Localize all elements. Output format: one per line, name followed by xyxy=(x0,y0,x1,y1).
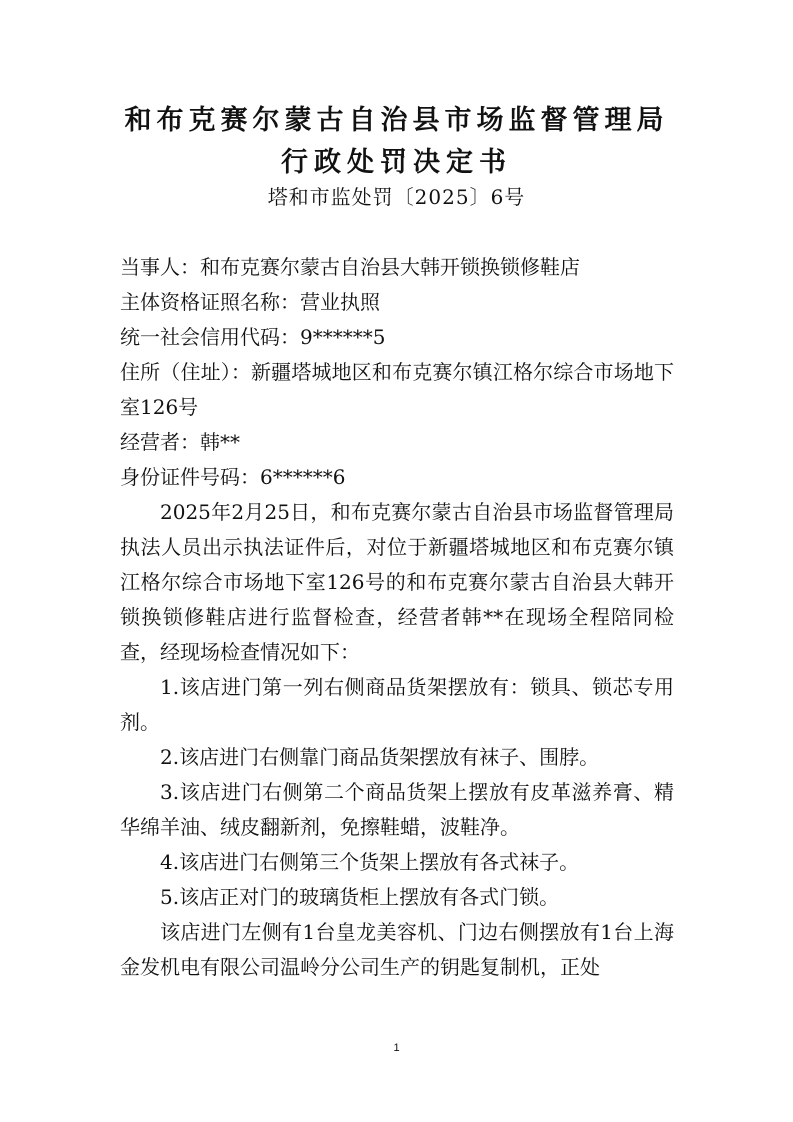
page-number: 1 xyxy=(393,1042,400,1054)
finding-item-1: 1.该店进门第一列右侧商品货架摆放有：锁具、锁芯专用剂。 xyxy=(120,675,674,734)
credit-code: 统一社会信用代码：9******5 xyxy=(120,325,386,349)
document-title-line2: 行政处罚决定书 xyxy=(281,147,512,178)
equipment-paragraph: 该店进门左侧有1台皇龙美容机、门边右侧摆放有1台上海金发机电有限公司温岭分公司生产的钥匙复制机，正处 xyxy=(120,920,674,979)
finding-item-2: 2.该店进门右侧靠门商品货架摆放有袜子、围脖。 xyxy=(160,745,600,769)
operator: 经营者：韩** xyxy=(120,430,240,454)
finding-item-5: 5.该店正对门的玻璃货柜上摆放有各式门锁。 xyxy=(160,885,560,909)
finding-item-3: 3.该店进门右侧第二个商品货架上摆放有皮革滋养膏、精华绵羊油、绒皮翻新剂，免擦鞋蜡，波鞋净。 xyxy=(120,780,674,839)
party-name: 当事人：和布克赛尔蒙古自治县大韩开锁换锁修鞋店 xyxy=(120,255,580,279)
document-body xyxy=(120,250,674,985)
id-number: 身份证件号码：6******6 xyxy=(120,465,346,489)
finding-item-4: 4.该店进门右侧第三个货架上摆放有各式袜子。 xyxy=(160,850,580,874)
document-number: 塔和市监处罚〔2025〕6号 xyxy=(267,185,526,209)
document-title-line1: 和布克赛尔蒙古自治县市场监督管理局 xyxy=(124,105,669,136)
license-type: 主体资格证照名称：营业执照 xyxy=(120,290,380,314)
inspection-paragraph: 2025年2月25日，和布克赛尔蒙古自治县市场监督管理局执法人员出示执法证件后，对位于新疆塔城地区和布克赛尔镇江格尔综合市场地下室126号的和布克赛尔蒙古自治县大韩开锁换锁修鞋店进行监督检查，经营者韩**在现场全程陪同检查，经现场检查情况如下： xyxy=(120,500,674,664)
party-address: 住所（住址）：新疆塔城地区和布克赛尔镇江格尔综合市场地下室126号 xyxy=(120,360,674,419)
